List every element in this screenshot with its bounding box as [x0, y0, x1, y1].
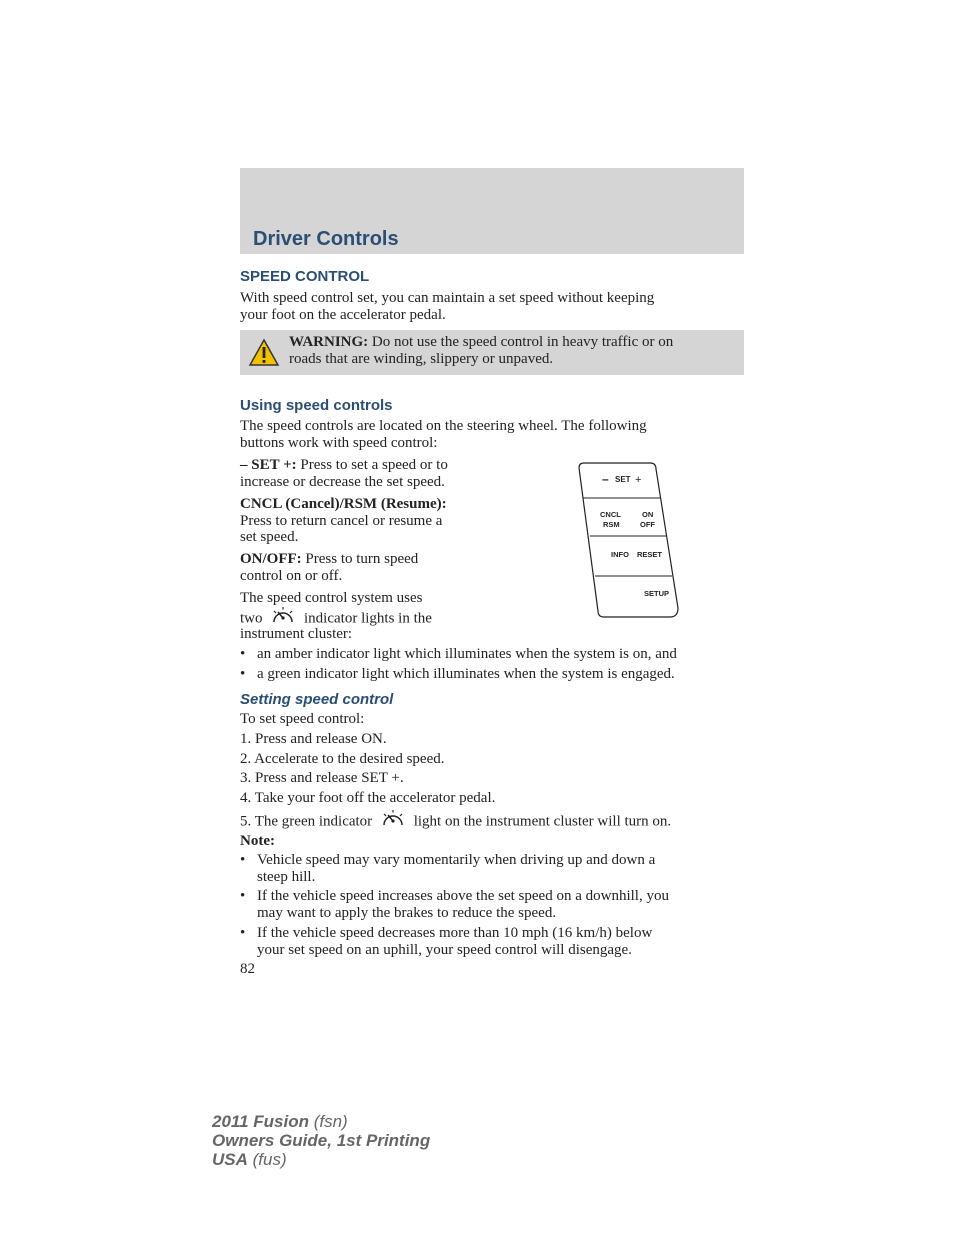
warning-text [289, 334, 737, 368]
diagram-reset: RESET [637, 550, 663, 559]
cncl-label: CNCL (Cancel)/RSM (Resume): [240, 496, 447, 512]
system-line-2a: two [240, 610, 263, 627]
diagram-off: OFF [640, 520, 655, 529]
system-line-2b: indicator lights in the [304, 610, 432, 627]
bullet-dot: • [240, 925, 246, 941]
diagram-set-plus: + [635, 474, 642, 486]
cncl-line-1: Press to return cancel or resume a [240, 513, 443, 529]
diagram-set-minus: – [602, 472, 609, 486]
using-speed-controls-heading: Using speed controls [240, 397, 393, 414]
diagram-set: SET [615, 475, 631, 484]
intro-line-2: your foot on the accelerator pedal. [240, 307, 446, 323]
system-line-3: instrument cluster: [240, 626, 353, 642]
page-number: 82 [240, 961, 255, 977]
set-line-2: increase or decrease the set speed. [240, 474, 445, 490]
bullet-text: a green indicator light which illuminates when the system is engaged. [257, 666, 675, 682]
bullet-dot: • [240, 852, 246, 868]
note-label: Note: [240, 833, 275, 849]
set-line-1: Press to set a speed or to [296, 457, 448, 473]
speed-control-indicator-icon [270, 605, 296, 627]
step-5a: 5. The green indicator [240, 813, 373, 830]
cncl-line-2: set speed. [240, 529, 299, 545]
warning-label: WARNING: [289, 334, 369, 350]
diagram-on: ON [642, 510, 654, 519]
bullet-dot: • [240, 888, 246, 904]
step-3: 3. Press and release SET +. [240, 770, 404, 786]
speed-control-heading: SPEED CONTROL [240, 268, 370, 285]
footer-market: USA [212, 1150, 248, 1169]
set-desc [240, 457, 448, 474]
onoff-line-2: control on or off. [240, 568, 343, 584]
step-1: 1. Press and release ON. [240, 731, 387, 747]
setting-speed-control-heading: Setting speed control [240, 691, 394, 708]
bullet-dot: • [240, 646, 246, 662]
onoff-label: ON/OFF: [240, 551, 302, 567]
system-line-1: The speed control system uses [240, 590, 423, 606]
diagram-info: INFO [611, 550, 629, 559]
footer-model: 2011 Fusion [212, 1112, 309, 1131]
onoff-desc [240, 551, 418, 568]
intro-line-1: With speed control set, you can maintain a set speed without keeping [240, 290, 655, 306]
step-5b: light on the instrument cluster will turn on. [413, 813, 672, 830]
onoff-line-1: Press to turn speed [301, 551, 419, 567]
bullet-text: If the vehicle speed decreases more than 10 mph (16 km/h) below your set speed on an uphill, your speed control will disengage. [257, 925, 653, 958]
step-5 [240, 811, 671, 833]
footer-model-code: (fsn) [309, 1112, 348, 1131]
step-4: 4. Take your foot off the accelerator pedal. [240, 790, 496, 806]
footer-line-2: Owners Guide, 1st Printing [212, 1131, 431, 1150]
speed-control-indicator-icon [380, 808, 406, 830]
footer-line-3 [212, 1150, 287, 1170]
bullet-text: Vehicle speed may vary momentarily when driving up and down a steep hill. [257, 852, 656, 885]
warning-line-1: Do not use the speed control in heavy traffic or on [368, 334, 674, 350]
setting-intro: To set speed control: [240, 711, 365, 727]
bullet-text: If the vehicle speed increases above the set speed on a downhill, you may want to apply the brakes to reduce the speed. [257, 888, 669, 921]
diagram-cncl: CNCL [600, 510, 621, 519]
warning-line-2: roads that are winding, slippery or unpaved. [289, 351, 554, 367]
footer-market-code: (fus) [247, 1150, 287, 1169]
step-2: 2. Accelerate to the desired speed. [240, 751, 445, 767]
bullet-text: an amber indicator light which illuminates when the system is on, and [257, 646, 677, 662]
using-line-2: buttons work with speed control: [240, 435, 438, 451]
steering-wheel-buttons-diagram [574, 460, 684, 620]
using-line-1: The speed controls are located on the steering wheel. The following [240, 418, 647, 434]
bullet-dot: • [240, 666, 246, 682]
diagram-rsm: RSM [603, 520, 620, 529]
section-title: Driver Controls [253, 228, 399, 250]
set-label: – SET +: [240, 457, 297, 473]
diagram-setup: SETUP [644, 589, 670, 598]
warning-triangle-icon [248, 338, 280, 368]
footer-line-1 [212, 1112, 348, 1132]
